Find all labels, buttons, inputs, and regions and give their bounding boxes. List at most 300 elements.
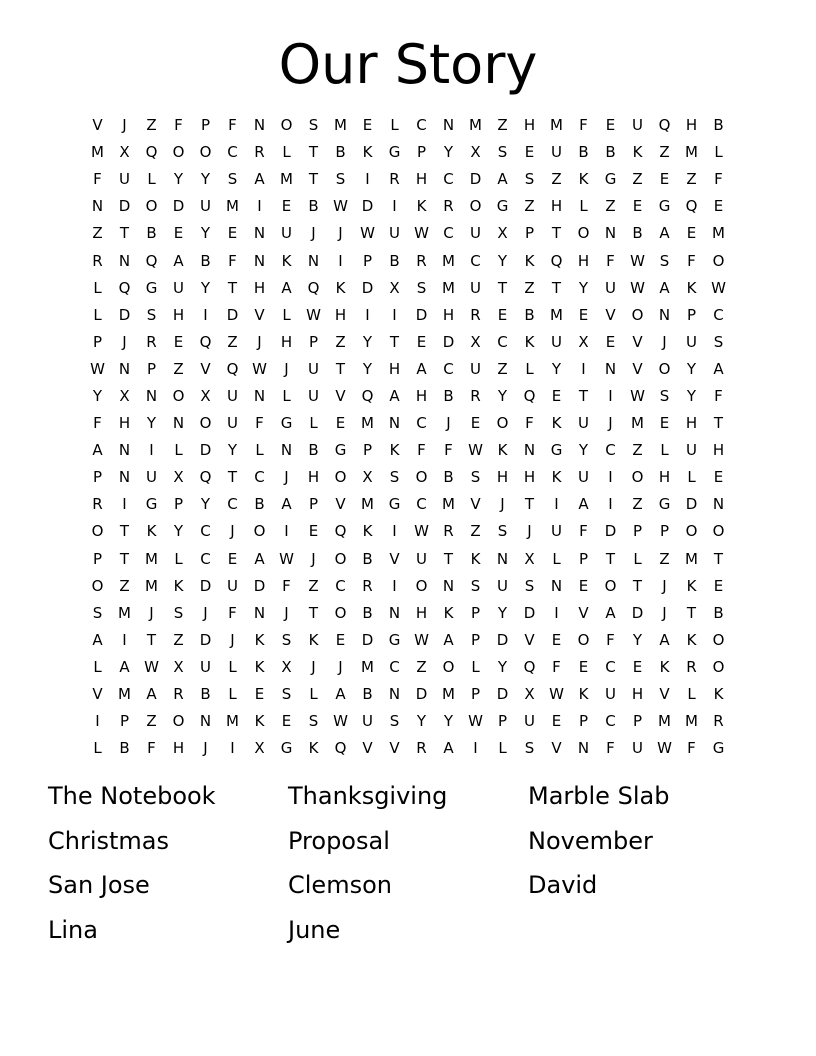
grid-letter: N	[253, 603, 266, 622]
grid-letter: D	[199, 630, 212, 649]
grid-letter: X	[200, 386, 211, 405]
grid-letter: M	[631, 414, 644, 433]
grid-letter: U	[308, 386, 319, 405]
grid-letter: O	[469, 197, 482, 216]
grid-letter: A	[92, 630, 103, 649]
word-list-item: Christmas	[48, 826, 170, 855]
page-title: Our Story	[278, 33, 538, 96]
grid-letter: D	[118, 305, 131, 324]
grid-letter: W	[360, 224, 375, 243]
grid-letter: N	[118, 251, 131, 270]
grid-letter: V	[200, 359, 211, 378]
grid-letter: H	[172, 305, 185, 324]
grid-letter: U	[227, 414, 238, 433]
grid-letter: O	[280, 116, 293, 135]
grid-letter: P	[362, 251, 373, 270]
grid-letter: S	[281, 630, 292, 649]
grid-letter: T	[308, 143, 319, 162]
grid-letter: I	[230, 739, 235, 758]
grid-letter: V	[92, 685, 103, 704]
grid-letter: X	[578, 332, 589, 351]
grid-row	[84, 383, 732, 410]
grid-letter: K	[551, 468, 562, 487]
grid-letter: H	[415, 603, 428, 622]
grid-letter: T	[227, 278, 238, 297]
grid-letter: E	[497, 305, 508, 324]
grid-letter: P	[524, 224, 535, 243]
grid-letter: C	[713, 305, 724, 324]
grid-row	[84, 708, 732, 735]
grid-letter: K	[146, 522, 157, 541]
grid-letter: J	[311, 224, 316, 243]
grid-letter: U	[605, 278, 616, 297]
grid-letter: R	[146, 332, 157, 351]
grid-letter: W	[657, 739, 672, 758]
grid-letter: L	[687, 468, 696, 487]
grid-letter: H	[658, 468, 671, 487]
grid-letter: S	[308, 712, 319, 731]
grid-letter: P	[362, 441, 373, 460]
grid-letter: G	[280, 739, 293, 758]
grid-letter: P	[578, 712, 589, 731]
grid-letter: U	[308, 359, 319, 378]
grid-letter: K	[659, 657, 670, 676]
grid-letter: Q	[199, 332, 212, 351]
grid-letter: L	[309, 685, 318, 704]
grid-letter: E	[308, 522, 319, 541]
grid-letter: X	[362, 468, 373, 487]
grid-letter: T	[308, 170, 319, 189]
grid-row	[84, 112, 732, 139]
grid-letter: Z	[146, 712, 157, 731]
grid-letter: I	[554, 495, 559, 514]
grid-letter: F	[417, 441, 426, 460]
grid-letter: B	[443, 386, 454, 405]
grid-letter: G	[658, 495, 671, 514]
grid-letter: S	[524, 170, 535, 189]
grid-letter: O	[199, 414, 212, 433]
grid-letter: N	[523, 441, 536, 460]
grid-letter: M	[226, 712, 239, 731]
grid-letter: P	[470, 603, 481, 622]
grid-letter: G	[712, 739, 725, 758]
grid-letter: Z	[146, 116, 157, 135]
grid-letter: N	[280, 441, 293, 460]
grid-letter: U	[605, 685, 616, 704]
grid-letter: D	[118, 197, 131, 216]
grid-letter: N	[550, 576, 563, 595]
grid-letter: M	[361, 495, 374, 514]
grid-letter: R	[416, 251, 427, 270]
grid-letter: S	[389, 712, 400, 731]
grid-letter: K	[686, 630, 697, 649]
grid-letter: I	[365, 305, 370, 324]
grid-letter: X	[389, 278, 400, 297]
grid-letter: M	[469, 116, 482, 135]
grid-letter: Y	[200, 278, 211, 297]
grid-letter: R	[443, 197, 454, 216]
grid-letter: K	[254, 712, 265, 731]
grid-letter: T	[146, 630, 157, 649]
grid-letter: J	[230, 522, 235, 541]
grid-letter: M	[550, 116, 563, 135]
grid-letter: P	[632, 712, 643, 731]
grid-letter: E	[578, 576, 589, 595]
grid-letter: R	[173, 685, 184, 704]
grid-letter: Z	[632, 495, 643, 514]
grid-letter: A	[443, 630, 454, 649]
grid-letter: N	[118, 468, 131, 487]
grid-letter: F	[93, 170, 102, 189]
grid-letter: Z	[632, 170, 643, 189]
grid-letter: E	[605, 116, 616, 135]
grid-letter: N	[604, 224, 617, 243]
grid-letter: Q	[523, 657, 536, 676]
grid-letter: K	[497, 441, 508, 460]
grid-letter: T	[119, 549, 130, 568]
grid-letter: X	[470, 143, 481, 162]
grid-letter: D	[415, 685, 428, 704]
grid-letter: E	[659, 170, 670, 189]
grid-letter: D	[496, 630, 509, 649]
grid-letter: C	[227, 495, 238, 514]
grid-letter: U	[389, 224, 400, 243]
grid-letter: S	[389, 468, 400, 487]
grid-letter: P	[632, 522, 643, 541]
grid-letter: T	[335, 359, 346, 378]
grid-letter: D	[604, 522, 617, 541]
grid-letter: S	[524, 739, 535, 758]
grid-letter: H	[442, 305, 455, 324]
grid-letter: H	[280, 332, 293, 351]
grid-letter: F	[606, 739, 615, 758]
grid-letter: H	[496, 468, 509, 487]
grid-letter: A	[659, 278, 670, 297]
grid-letter: Y	[497, 657, 508, 676]
grid-letter: V	[362, 739, 373, 758]
grid-letter: Y	[200, 224, 211, 243]
grid-letter: J	[257, 332, 262, 351]
grid-letter: G	[388, 495, 401, 514]
word-list-item: Lina	[48, 915, 98, 944]
grid-letter: H	[415, 386, 428, 405]
grid-letter: F	[228, 251, 237, 270]
grid-letter: L	[633, 549, 642, 568]
word-list-item: June	[288, 915, 341, 944]
grid-letter: D	[199, 441, 212, 460]
grid-letter: G	[145, 495, 158, 514]
grid-letter: Y	[362, 332, 373, 351]
grid-letter: M	[361, 414, 374, 433]
grid-letter: O	[172, 712, 185, 731]
grid-letter: H	[631, 685, 644, 704]
grid-letter: K	[335, 278, 346, 297]
grid-letter: G	[496, 197, 509, 216]
grid-letter: C	[335, 576, 346, 595]
grid-letter: M	[442, 495, 455, 514]
grid-letter: I	[473, 739, 478, 758]
grid-letter: S	[146, 305, 157, 324]
grid-letter: C	[416, 414, 427, 433]
grid-letter: F	[606, 251, 615, 270]
grid-letter: J	[311, 549, 316, 568]
grid-row	[84, 247, 732, 274]
grid-letter: O	[442, 657, 455, 676]
grid-letter: K	[416, 197, 427, 216]
grid-letter: V	[551, 739, 562, 758]
grid-letter: U	[416, 549, 427, 568]
grid-letter: W	[549, 685, 564, 704]
grid-letter: I	[392, 197, 397, 216]
grid-letter: D	[415, 305, 428, 324]
grid-letter: E	[632, 657, 643, 676]
grid-letter: N	[253, 251, 266, 270]
grid-letter: U	[173, 278, 184, 297]
grid-letter: W	[333, 197, 348, 216]
grid-letter: L	[282, 386, 291, 405]
grid-letter: F	[525, 414, 534, 433]
grid-letter: K	[686, 576, 697, 595]
grid-letter: U	[632, 116, 643, 135]
grid-letter: Z	[605, 197, 616, 216]
grid-letter: Y	[92, 386, 103, 405]
grid-letter: X	[524, 549, 535, 568]
grid-letter: M	[91, 143, 104, 162]
grid-letter: Q	[118, 278, 131, 297]
grid-letter: X	[119, 143, 130, 162]
grid-letter: H	[523, 468, 536, 487]
grid-letter: J	[284, 359, 289, 378]
grid-letter: J	[338, 224, 343, 243]
grid-letter: A	[713, 359, 724, 378]
grid-letter: Z	[524, 278, 535, 297]
grid-letter: E	[659, 414, 670, 433]
grid-letter: M	[550, 305, 563, 324]
grid-letter: T	[119, 224, 130, 243]
grid-letter: L	[93, 278, 102, 297]
grid-letter: S	[308, 116, 319, 135]
grid-letter: J	[662, 603, 667, 622]
grid-letter: Z	[686, 170, 697, 189]
grid-letter: C	[497, 332, 508, 351]
grid-letter: O	[577, 224, 590, 243]
grid-row	[84, 275, 732, 302]
word-list	[48, 776, 768, 954]
grid-letter: M	[118, 685, 131, 704]
grid-letter: Q	[307, 278, 320, 297]
grid-letter: S	[713, 332, 724, 351]
grid-letter: Z	[632, 441, 643, 460]
grid-letter: P	[92, 549, 103, 568]
grid-letter: O	[199, 143, 212, 162]
grid-letter: U	[578, 414, 589, 433]
grid-letter: I	[392, 576, 397, 595]
grid-letter: Z	[92, 224, 103, 243]
grid-letter: P	[92, 332, 103, 351]
grid-letter: X	[173, 657, 184, 676]
grid-letter: P	[308, 332, 319, 351]
grid-letter: B	[389, 251, 400, 270]
grid-letter: F	[282, 576, 291, 595]
grid-letter: Z	[308, 576, 319, 595]
grid-letter: L	[390, 116, 399, 135]
grid-letter: I	[608, 495, 613, 514]
grid-letter: O	[172, 386, 185, 405]
grid-letter: F	[444, 441, 453, 460]
grid-row	[84, 573, 732, 600]
grid-letter: L	[687, 685, 696, 704]
grid-letter: L	[552, 549, 561, 568]
grid-letter: D	[361, 278, 374, 297]
grid-letter: N	[442, 576, 455, 595]
grid-letter: P	[200, 116, 211, 135]
grid-letter: H	[307, 468, 320, 487]
grid-letter: H	[712, 441, 725, 460]
grid-letter: U	[470, 224, 481, 243]
grid-letter: K	[254, 657, 265, 676]
grid-letter: F	[228, 116, 237, 135]
grid-letter: B	[362, 549, 373, 568]
grid-letter: T	[497, 278, 508, 297]
grid-letter: C	[254, 468, 265, 487]
grid-letter: N	[388, 603, 401, 622]
grid-letter: P	[416, 143, 427, 162]
grid-letter: A	[146, 685, 157, 704]
word-list-item: San Jose	[48, 871, 150, 899]
grid-letter: L	[579, 197, 588, 216]
grid-letter: S	[281, 685, 292, 704]
grid-letter: N	[253, 386, 266, 405]
grid-letter: P	[470, 630, 481, 649]
grid-letter: O	[631, 305, 644, 324]
grid-letter: O	[145, 197, 158, 216]
grid-letter: U	[227, 386, 238, 405]
grid-letter: B	[578, 143, 589, 162]
grid-letter: Z	[173, 359, 184, 378]
grid-row	[84, 518, 732, 545]
grid-row	[84, 410, 732, 437]
grid-letter: C	[605, 441, 616, 460]
grid-letter: L	[282, 305, 291, 324]
grid-letter: E	[713, 468, 724, 487]
grid-letter: O	[712, 657, 725, 676]
grid-letter: J	[230, 630, 235, 649]
grid-letter: B	[362, 685, 373, 704]
grid-letter: V	[254, 305, 265, 324]
grid-letter: O	[91, 576, 104, 595]
grid-letter: A	[443, 739, 454, 758]
grid-letter: E	[254, 685, 265, 704]
grid-letter: P	[497, 712, 508, 731]
grid-letter: Z	[497, 359, 508, 378]
grid-letter: C	[389, 657, 400, 676]
grid-letter: F	[579, 116, 588, 135]
grid-letter: A	[254, 549, 265, 568]
grid-letter: A	[659, 224, 670, 243]
grid-letter: R	[686, 657, 697, 676]
grid-letter: Q	[523, 386, 536, 405]
grid-letter: M	[685, 712, 698, 731]
grid-letter: S	[92, 603, 103, 622]
grid-letter: B	[605, 143, 616, 162]
grid-letter: L	[309, 414, 318, 433]
grid-letter: M	[280, 170, 293, 189]
grid-letter: N	[496, 549, 509, 568]
grid-letter: X	[497, 224, 508, 243]
grid-letter: J	[203, 603, 208, 622]
grid-letter: E	[227, 549, 238, 568]
grid-letter: U	[362, 712, 373, 731]
grid-letter: C	[416, 495, 427, 514]
grid-row	[84, 654, 732, 681]
grid-letter: M	[361, 657, 374, 676]
grid-letter: J	[284, 468, 289, 487]
grid-letter: I	[365, 170, 370, 189]
grid-letter: Q	[199, 468, 212, 487]
grid-letter: R	[443, 522, 454, 541]
grid-letter: Z	[551, 170, 562, 189]
grid-letter: P	[173, 495, 184, 514]
grid-letter: L	[525, 359, 534, 378]
grid-letter: Y	[497, 386, 508, 405]
grid-row	[84, 464, 732, 491]
grid-letter: O	[334, 549, 347, 568]
grid-letter: I	[122, 630, 127, 649]
grid-letter: I	[203, 305, 208, 324]
grid-letter: E	[632, 197, 643, 216]
grid-letter: T	[578, 386, 589, 405]
grid-letter: L	[228, 685, 237, 704]
grid-letter: K	[308, 739, 319, 758]
grid-letter: U	[686, 332, 697, 351]
grid-letter: O	[415, 468, 428, 487]
grid-letter: A	[119, 657, 130, 676]
grid-letter: O	[658, 359, 671, 378]
grid-letter: R	[713, 712, 724, 731]
grid-letter: F	[147, 739, 156, 758]
grid-letter: E	[713, 576, 724, 595]
grid-letter: K	[578, 685, 589, 704]
grid-letter: N	[577, 739, 590, 758]
grid-letter: V	[578, 603, 589, 622]
grid-letter: L	[282, 143, 291, 162]
grid-letter: E	[713, 197, 724, 216]
grid-letter: K	[524, 332, 535, 351]
grid-letter: C	[200, 522, 211, 541]
grid-letter: J	[500, 495, 505, 514]
grid-letter: K	[686, 278, 697, 297]
grid-letter: U	[497, 576, 508, 595]
grid-letter: S	[524, 576, 535, 595]
grid-letter: N	[118, 359, 131, 378]
grid-letter: H	[685, 414, 698, 433]
grid-letter: K	[362, 143, 373, 162]
grid-letter: U	[686, 441, 697, 460]
grid-letter: A	[335, 685, 346, 704]
grid-letter: U	[470, 359, 481, 378]
grid-letter: K	[713, 685, 724, 704]
grid-letter: L	[255, 441, 264, 460]
grid-letter: O	[334, 603, 347, 622]
grid-letter: K	[254, 630, 265, 649]
word-search-grid	[84, 112, 732, 762]
grid-letter: E	[551, 712, 562, 731]
grid-letter: R	[470, 386, 481, 405]
grid-letter: I	[608, 386, 613, 405]
grid-letter: N	[604, 359, 617, 378]
grid-letter: P	[308, 495, 319, 514]
grid-letter: C	[443, 224, 454, 243]
